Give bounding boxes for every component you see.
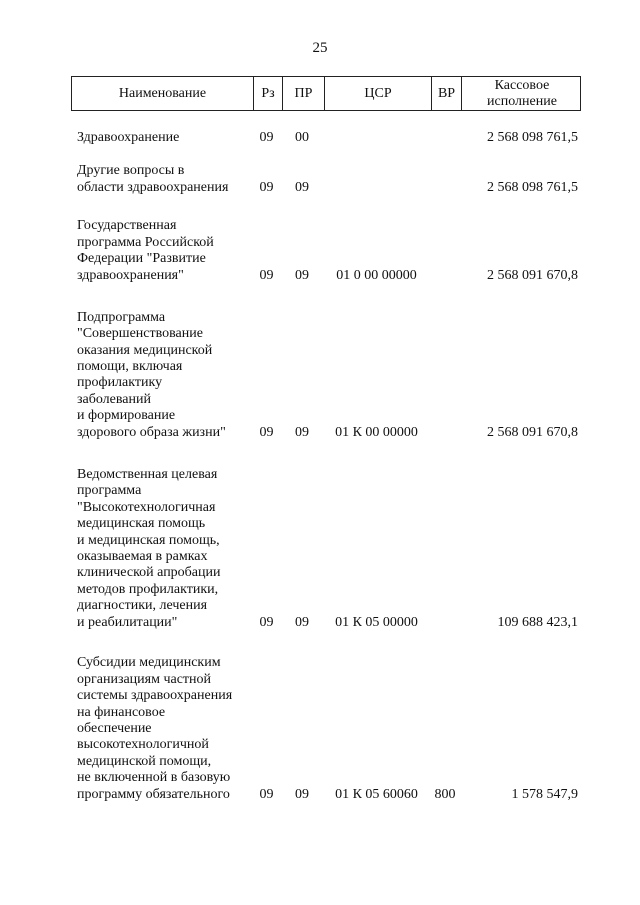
row-kassovoe: 2 568 098 761,5 [487,129,578,145]
row-csr: 01 К 05 60060 [335,786,418,802]
header-vr: ВР [431,77,461,110]
row-pr: 09 [295,786,309,802]
row-csr: 01 К 00 00000 [335,424,418,440]
row-rz: 09 [259,267,274,283]
row-rz: 09 [259,129,274,145]
header-rz: Рз [253,77,282,110]
row-kassovoe: 2 568 091 670,8 [487,267,578,283]
row-pr: 00 [295,129,309,145]
header-kassovoe-ispolnenie: Кассовое исполнение [461,77,582,110]
header-csr: ЦСР [324,77,431,110]
row-name: Здравоохранение [77,129,180,145]
row-rz: 09 [259,614,274,630]
row-kassovoe: 2 568 098 761,5 [487,179,578,195]
row-pr: 09 [295,424,309,440]
page-number: 25 [312,40,328,56]
row-name: Субсидии медицинским организациям частной системы здравоохранения на финансовое обеспечение высокотехнологичной медицинской помощи, не включенной в базовую программу обязательного [77,655,233,802]
row-pr: 09 [295,179,309,195]
row-name: Ведомственная целевая программа "Высокотехнологичная медицинская помощь и медицинская помощь, оказываемая в рамках клинической апробации методов профилактики, диагностики, лечения и реабилитации" [77,466,221,630]
row-pr: 09 [295,267,309,283]
row-kassovoe: 1 578 547,9 [511,786,578,802]
header-name: Наименование [118,85,207,101]
row-vr: 800 [434,786,456,802]
row-name: Другие вопросы в области здравоохранения [77,163,229,195]
row-kassovoe: 109 688 423,1 [497,614,578,630]
row-name: Подпрограмма "Совершенствование оказания медицинской помощи, включая профилактику заболеваний и формирование здорового образа жизни" [77,309,226,440]
row-csr: 01 0 00 00000 [336,267,417,283]
row-csr: 01 К 05 00000 [335,614,418,630]
row-rz: 09 [259,179,274,195]
row-rz: 09 [259,424,274,440]
row-kassovoe: 2 568 091 670,8 [487,424,578,440]
row-rz: 09 [259,786,274,802]
row-pr: 09 [295,614,309,630]
header-pr: ПР [282,77,324,110]
row-name: Государственная программа Российской Федерации "Развитие здравоохранения" [77,218,214,283]
